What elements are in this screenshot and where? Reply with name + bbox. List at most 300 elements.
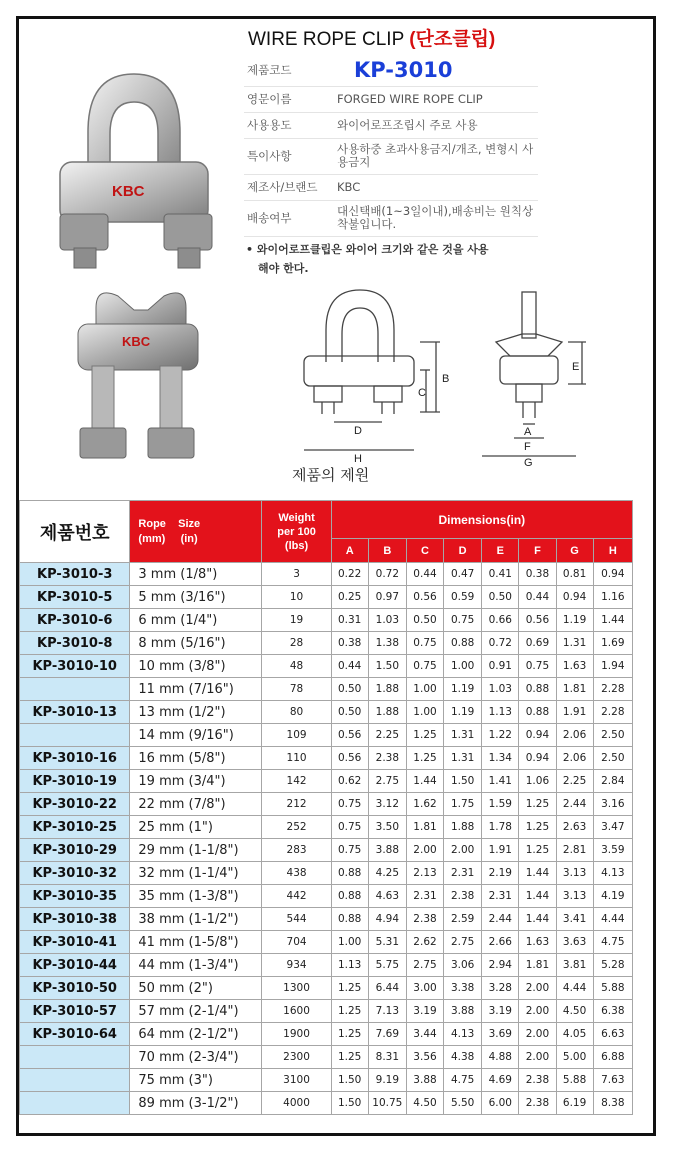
spec-value: KBC (334, 174, 538, 200)
rope-size-cell: 29 mm (1-1/8") (130, 839, 262, 862)
dimension-cell: 0.31 (331, 609, 368, 632)
dimension-cell: 6.88 (593, 1046, 632, 1069)
dimension-cell: 2.00 (519, 1046, 556, 1069)
dimension-cell: 0.75 (331, 839, 368, 862)
dimension-cell: 2.31 (406, 885, 443, 908)
weight-cell: 544 (262, 908, 331, 931)
header-dimensions: Dimensions(in) (331, 501, 632, 539)
dimension-cell: 2.00 (519, 1023, 556, 1046)
header-weight-line3: (lbs) (284, 539, 309, 552)
rope-size-cell: 75 mm (3") (130, 1069, 262, 1092)
svg-text:KBC: KBC (122, 334, 151, 349)
part-number-cell: KP-3010-8 (20, 632, 130, 655)
dimension-cell: 1.19 (444, 701, 482, 724)
dimension-cell: 2.44 (482, 908, 519, 931)
dimension-cell: 4.19 (593, 885, 632, 908)
dimension-cell: 2.00 (444, 839, 482, 862)
dimension-cell: 1.16 (593, 586, 632, 609)
dim-label-d: D (354, 425, 362, 437)
dimension-cell: 0.44 (519, 586, 556, 609)
dimension-cell: 2.38 (519, 1092, 556, 1115)
dimension-cell: 0.47 (444, 563, 482, 586)
rope-size-cell: 5 mm (3/16") (130, 586, 262, 609)
header-mm: (mm) (138, 532, 166, 545)
dimension-cell: 3.63 (556, 931, 593, 954)
dimension-cell: 2.25 (368, 724, 406, 747)
dimension-cell: 1.69 (593, 632, 632, 655)
part-number-cell (20, 1069, 130, 1092)
dimension-cell: 2.38 (368, 747, 406, 770)
spec-row (244, 138, 538, 174)
dimension-cell: 3.28 (482, 977, 519, 1000)
header-dim-col: B (368, 539, 406, 563)
dimension-cell: 3.19 (482, 1000, 519, 1023)
rope-size-cell: 10 mm (3/8") (130, 655, 262, 678)
dimension-cell: 4.88 (482, 1046, 519, 1069)
dimension-cell: 10.75 (368, 1092, 406, 1115)
dimension-cell: 1.13 (331, 954, 368, 977)
rope-size-cell: 89 mm (3-1/2") (130, 1092, 262, 1115)
dimension-cell: 2.19 (482, 862, 519, 885)
spec-key: 제조사/브랜드 (244, 174, 334, 200)
dimension-cell: 0.88 (519, 701, 556, 724)
dimension-cell: 3.00 (406, 977, 443, 1000)
dimension-cell: 6.63 (593, 1023, 632, 1046)
product-photo-bottom (56, 280, 226, 480)
dimension-cell: 2.38 (406, 908, 443, 931)
weight-cell: 48 (262, 655, 331, 678)
table-row (20, 908, 633, 931)
dimension-cell: 1.03 (482, 678, 519, 701)
part-number-cell: KP-3010-44 (20, 954, 130, 977)
spec-row (244, 174, 538, 200)
dimension-cell: 1.34 (482, 747, 519, 770)
dimension-cell: 3.06 (444, 954, 482, 977)
rope-size-cell: 16 mm (5/8") (130, 747, 262, 770)
dimension-cell: 8.38 (593, 1092, 632, 1115)
part-number-cell: KP-3010-6 (20, 609, 130, 632)
header-rope: Rope (138, 517, 166, 530)
spec-row (244, 56, 538, 86)
spec-key: 영문이름 (244, 86, 334, 112)
dimension-cell: 1.81 (519, 954, 556, 977)
dimension-cell: 1.00 (406, 678, 443, 701)
dimension-cell: 6.00 (482, 1092, 519, 1115)
header-dim-col: G (556, 539, 593, 563)
dimension-cell: 1.50 (368, 655, 406, 678)
part-number-cell: KP-3010-10 (20, 655, 130, 678)
part-number-cell: KP-3010-38 (20, 908, 130, 931)
dimension-cell: 0.44 (331, 655, 368, 678)
weight-cell: 3 (262, 563, 331, 586)
rope-size-cell: 13 mm (1/2") (130, 701, 262, 724)
part-number-cell: KP-3010-3 (20, 563, 130, 586)
dimension-cell: 2.94 (482, 954, 519, 977)
weight-cell: 28 (262, 632, 331, 655)
dimension-cell: 1.62 (406, 793, 443, 816)
dimension-cell: 1.25 (519, 793, 556, 816)
weight-cell: 283 (262, 839, 331, 862)
dimension-cell: 1.31 (556, 632, 593, 655)
dimension-cell: 3.13 (556, 862, 593, 885)
dimension-cell: 0.56 (331, 747, 368, 770)
weight-cell: 1900 (262, 1023, 331, 1046)
dimension-cell: 1.25 (331, 1046, 368, 1069)
dimension-cell: 1.63 (556, 655, 593, 678)
dimension-cell: 1.00 (331, 931, 368, 954)
dimension-cell: 2.00 (406, 839, 443, 862)
dimension-cell: 0.41 (482, 563, 519, 586)
dimension-cell: 3.13 (556, 885, 593, 908)
dimension-cell: 5.88 (556, 1069, 593, 1092)
part-number-cell: KP-3010-64 (20, 1023, 130, 1046)
dimension-cell: 1.25 (406, 724, 443, 747)
dimension-cell: 0.94 (593, 563, 632, 586)
weight-cell: 110 (262, 747, 331, 770)
dimension-cell: 2.63 (556, 816, 593, 839)
dimension-cell: 0.69 (519, 632, 556, 655)
spec-row (244, 200, 538, 236)
weight-cell: 10 (262, 586, 331, 609)
dimension-cell: 4.69 (482, 1069, 519, 1092)
dimension-cell: 2.38 (444, 885, 482, 908)
dimension-cell: 7.13 (368, 1000, 406, 1023)
dimension-cell: 1.44 (593, 609, 632, 632)
weight-cell: 142 (262, 770, 331, 793)
dimension-cell: 0.88 (519, 678, 556, 701)
dimension-cell: 3.16 (593, 793, 632, 816)
dimension-cell: 5.00 (556, 1046, 593, 1069)
dimension-cell: 3.59 (593, 839, 632, 862)
dimension-cell: 6.19 (556, 1092, 593, 1115)
dimension-cell: 0.38 (519, 563, 556, 586)
dimension-cell: 2.31 (444, 862, 482, 885)
rope-size-cell: 11 mm (7/16") (130, 678, 262, 701)
dimension-cell: 3.56 (406, 1046, 443, 1069)
dim-label-f: F (524, 441, 531, 453)
spec-table (244, 56, 538, 237)
part-number-cell: KP-3010-50 (20, 977, 130, 1000)
table-row (20, 816, 633, 839)
table-row (20, 655, 633, 678)
dimension-cell: 1.88 (368, 678, 406, 701)
part-number-cell: KP-3010-13 (20, 701, 130, 724)
weight-cell: 80 (262, 701, 331, 724)
dimension-cell: 5.88 (593, 977, 632, 1000)
dimension-cell: 3.19 (406, 1000, 443, 1023)
dimension-cell: 0.25 (331, 586, 368, 609)
dimension-cell: 6.38 (593, 1000, 632, 1023)
dimension-cell: 0.38 (331, 632, 368, 655)
weight-cell: 19 (262, 609, 331, 632)
weight-cell: 1300 (262, 977, 331, 1000)
dimension-cell: 0.75 (519, 655, 556, 678)
product-photo-top (34, 62, 234, 282)
dimension-cell: 3.88 (406, 1069, 443, 1092)
rope-size-cell: 50 mm (2") (130, 977, 262, 1000)
dimension-cell: 1.19 (444, 678, 482, 701)
dimension-cell: 4.13 (444, 1023, 482, 1046)
table-row (20, 724, 633, 747)
table-row (20, 1092, 633, 1115)
table-row (20, 1000, 633, 1023)
table-row (20, 977, 633, 1000)
rope-size-cell: 41 mm (1-5/8") (130, 931, 262, 954)
dimension-cell: 2.44 (556, 793, 593, 816)
rope-size-cell: 70 mm (2-3/4") (130, 1046, 262, 1069)
dimension-cell: 1.75 (444, 793, 482, 816)
weight-cell: 3100 (262, 1069, 331, 1092)
table-body (20, 563, 633, 1115)
dimension-cell: 0.75 (406, 632, 443, 655)
dimension-cell: 1.94 (593, 655, 632, 678)
dimension-cell: 4.50 (556, 1000, 593, 1023)
dimension-cell: 1.91 (556, 701, 593, 724)
dimension-cell: 1.81 (406, 816, 443, 839)
header-size: Size (178, 517, 201, 530)
dim-label-a: A (524, 426, 532, 438)
spec-key: 제품코드 (244, 56, 334, 86)
dim-label-g: G (524, 457, 533, 469)
dimension-cell: 1.31 (444, 747, 482, 770)
part-number-cell (20, 1046, 130, 1069)
dimension-cell: 0.75 (406, 655, 443, 678)
dimension-cell: 0.50 (331, 678, 368, 701)
dimension-cell: 5.28 (593, 954, 632, 977)
dimension-cell: 2.31 (482, 885, 519, 908)
dimension-cell: 5.50 (444, 1092, 482, 1115)
dimension-cell: 0.59 (444, 586, 482, 609)
dimension-cell: 0.88 (444, 632, 482, 655)
spec-key: 배송여부 (244, 200, 334, 236)
dimension-cell: 3.69 (482, 1023, 519, 1046)
spec-key: 특이사항 (244, 138, 334, 174)
dimension-cell: 4.75 (444, 1069, 482, 1092)
dimension-cell: 1.19 (556, 609, 593, 632)
rope-size-cell: 44 mm (1-3/4") (130, 954, 262, 977)
table-row (20, 701, 633, 724)
dimension-cell: 0.94 (556, 586, 593, 609)
dimension-cell: 2.75 (406, 954, 443, 977)
dimension-cell: 4.75 (593, 931, 632, 954)
spec-value: 대신택배(1~3일이내),배송비는 원칙상 착불입니다. (334, 200, 538, 236)
dimension-cell: 4.63 (368, 885, 406, 908)
dimension-cell: 6.44 (368, 977, 406, 1000)
part-number-cell: KP-3010-16 (20, 747, 130, 770)
dimension-cell: 1.88 (444, 816, 482, 839)
table-row (20, 839, 633, 862)
title-kr: (단조클립) (409, 29, 496, 50)
header-dim-col: A (331, 539, 368, 563)
weight-cell: 704 (262, 931, 331, 954)
dimension-cell: 7.63 (593, 1069, 632, 1092)
weight-cell: 252 (262, 816, 331, 839)
dimension-cell: 1.25 (331, 1000, 368, 1023)
rope-size-cell: 22 mm (7/8") (130, 793, 262, 816)
header-weight-line2: per 100 (277, 525, 316, 538)
dimension-cell: 1.44 (519, 885, 556, 908)
dimension-cell: 2.66 (482, 931, 519, 954)
spec-row (244, 86, 538, 112)
dimension-cell: 1.41 (482, 770, 519, 793)
dimension-cell: 0.50 (331, 701, 368, 724)
dimension-cell: 1.50 (331, 1092, 368, 1115)
spec-value: 와이어로프조립시 주로 사용 (334, 112, 538, 138)
diagram-caption: 제품의 제원 (292, 466, 370, 484)
part-number-cell: KP-3010-22 (20, 793, 130, 816)
dimension-cell: 4.13 (593, 862, 632, 885)
dim-label-b: B (442, 373, 450, 385)
header-dim-col: H (593, 539, 632, 563)
part-number-cell: KP-3010-29 (20, 839, 130, 862)
dimension-cell: 4.50 (406, 1092, 443, 1115)
dimension-cell: 2.28 (593, 678, 632, 701)
dimension-cell: 1.50 (444, 770, 482, 793)
part-number-cell (20, 724, 130, 747)
dimension-table (19, 500, 633, 1115)
dimension-cell: 1.13 (482, 701, 519, 724)
dimension-cell: 4.38 (444, 1046, 482, 1069)
title-en: WIRE ROPE CLIP (248, 29, 404, 50)
dimension-cell: 1.25 (331, 977, 368, 1000)
dimension-cell: 1.88 (368, 701, 406, 724)
spec-value: FORGED WIRE ROPE CLIP (334, 86, 538, 112)
dimension-cell: 0.81 (556, 563, 593, 586)
table-row (20, 747, 633, 770)
part-number-cell: KP-3010-19 (20, 770, 130, 793)
part-number-cell: KP-3010-41 (20, 931, 130, 954)
kbc-logo: KBC (112, 183, 145, 200)
dimension-cell: 3.38 (444, 977, 482, 1000)
dimension-cell: 0.75 (331, 816, 368, 839)
weight-cell: 438 (262, 862, 331, 885)
rope-size-cell: 6 mm (1/4") (130, 609, 262, 632)
spec-key: 사용용도 (244, 112, 334, 138)
dimension-cell: 3.47 (593, 816, 632, 839)
dimension-cell: 1.44 (519, 862, 556, 885)
dimension-cell: 5.31 (368, 931, 406, 954)
dimension-cell: 1.44 (406, 770, 443, 793)
header-weight-line1: Weight (278, 511, 315, 524)
dimension-cell: 2.84 (593, 770, 632, 793)
header-in: (in) (180, 532, 198, 545)
dimension-cell: 2.81 (556, 839, 593, 862)
dimension-cell: 3.50 (368, 816, 406, 839)
dimension-cell: 1.22 (482, 724, 519, 747)
table-header-row (20, 501, 633, 539)
dimension-cell: 0.72 (368, 563, 406, 586)
part-number-cell: KP-3010-5 (20, 586, 130, 609)
dimension-cell: 4.25 (368, 862, 406, 885)
header-dim-col: F (519, 539, 556, 563)
dimension-cell: 3.88 (444, 1000, 482, 1023)
table-row (20, 632, 633, 655)
dimension-cell: 1.44 (519, 908, 556, 931)
rope-size-cell: 64 mm (2-1/2") (130, 1023, 262, 1046)
dimension-cell: 0.88 (331, 862, 368, 885)
product-code: KP-3010 (334, 56, 538, 86)
dimension-cell: 1.03 (368, 609, 406, 632)
rope-size-cell: 32 mm (1-1/4") (130, 862, 262, 885)
rope-size-cell: 35 mm (1-3/8") (130, 885, 262, 908)
table-row (20, 1046, 633, 1069)
dimension-cell: 1.63 (519, 931, 556, 954)
weight-cell: 442 (262, 885, 331, 908)
dimension-cell: 0.97 (368, 586, 406, 609)
dimension-cell: 1.00 (406, 701, 443, 724)
dimension-cell: 2.62 (406, 931, 443, 954)
part-number-cell: KP-3010-35 (20, 885, 130, 908)
dimension-cell: 2.00 (519, 1000, 556, 1023)
part-number-cell (20, 1092, 130, 1115)
dimension-cell: 0.50 (406, 609, 443, 632)
dimension-cell: 4.44 (593, 908, 632, 931)
dimension-cell: 0.75 (331, 793, 368, 816)
dimension-cell: 2.59 (444, 908, 482, 931)
usage-note-line2: 해야 한다. (258, 262, 309, 275)
table-row (20, 931, 633, 954)
rope-size-cell: 25 mm (1") (130, 816, 262, 839)
dimension-cell: 3.81 (556, 954, 593, 977)
dimension-cell: 2.13 (406, 862, 443, 885)
dimension-cell: 0.56 (519, 609, 556, 632)
dimension-cell: 2.50 (593, 724, 632, 747)
table-row (20, 1069, 633, 1092)
weight-cell: 212 (262, 793, 331, 816)
usage-note-line1: • 와이어로프클립은 와이어 크기와 같은 것을 사용 (246, 243, 489, 256)
header-dim-col: C (406, 539, 443, 563)
rope-size-cell: 14 mm (9/16") (130, 724, 262, 747)
dimension-cell: 0.94 (519, 747, 556, 770)
dimension-cell: 2.38 (519, 1069, 556, 1092)
dimension-cell: 1.25 (519, 839, 556, 862)
dimension-cell: 0.88 (331, 885, 368, 908)
table-row (20, 770, 633, 793)
dimension-cell: 0.66 (482, 609, 519, 632)
table-row (20, 954, 633, 977)
rope-size-cell: 3 mm (1/8") (130, 563, 262, 586)
dimension-cell: 2.75 (368, 770, 406, 793)
dimension-cell: 3.44 (406, 1023, 443, 1046)
table-row (20, 609, 633, 632)
weight-cell: 4000 (262, 1092, 331, 1115)
dimension-cell: 4.44 (556, 977, 593, 1000)
table-row (20, 1023, 633, 1046)
dimension-cell: 1.06 (519, 770, 556, 793)
rope-size-cell: 38 mm (1-1/2") (130, 908, 262, 931)
dimension-cell: 0.62 (331, 770, 368, 793)
header-dim-col: E (482, 539, 519, 563)
dimension-cell: 3.12 (368, 793, 406, 816)
dimension-cell: 3.41 (556, 908, 593, 931)
dimension-cell: 3.88 (368, 839, 406, 862)
dimension-cell: 0.22 (331, 563, 368, 586)
dimension-cell: 1.31 (444, 724, 482, 747)
dimension-cell: 1.50 (331, 1069, 368, 1092)
dimension-cell: 2.75 (444, 931, 482, 954)
table-row (20, 862, 633, 885)
weight-cell: 2300 (262, 1046, 331, 1069)
dimension-cell: 9.19 (368, 1069, 406, 1092)
dimension-cell: 2.25 (556, 770, 593, 793)
dimension-cell: 2.28 (593, 701, 632, 724)
weight-cell: 934 (262, 954, 331, 977)
dimension-cell: 1.25 (519, 816, 556, 839)
dimension-cell: 1.81 (556, 678, 593, 701)
dimension-cell: 0.56 (406, 586, 443, 609)
dimension-cell: 1.91 (482, 839, 519, 862)
header-rope-size (130, 501, 262, 563)
